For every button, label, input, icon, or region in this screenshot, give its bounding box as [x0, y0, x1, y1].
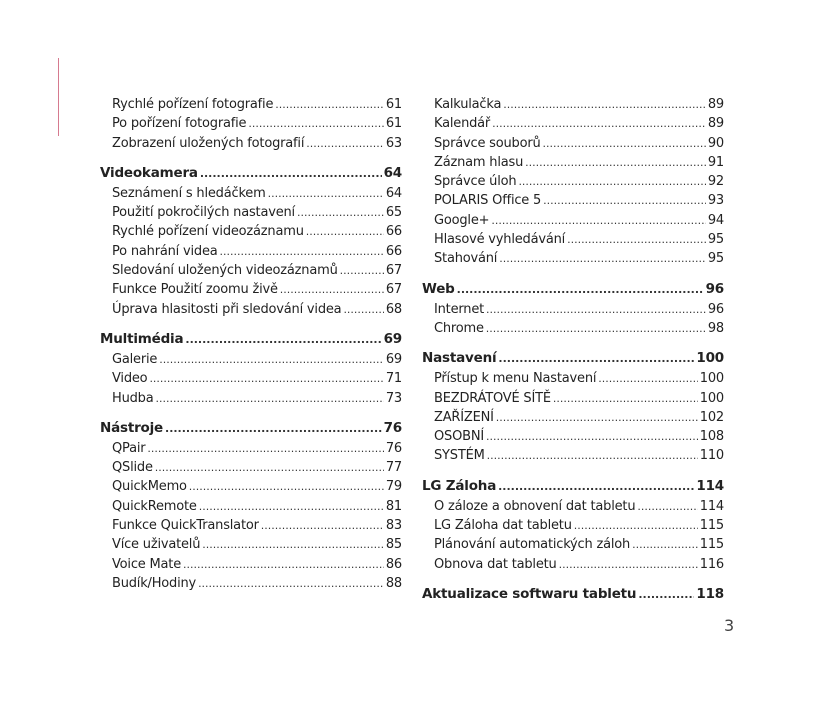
toc-entry-title: Po pořízení fotografie	[112, 116, 247, 132]
toc-page-number: 96	[705, 280, 724, 297]
toc-entry[interactable]	[422, 497, 724, 516]
toc-entry-title: O záloze a obnovení dat tabletu	[434, 498, 636, 514]
toc-entry-title: Video	[112, 371, 148, 387]
toc-entry-title: Hudba	[112, 390, 154, 406]
toc-section-heading[interactable]	[422, 584, 724, 605]
toc-entry[interactable]	[100, 574, 402, 593]
toc-entry[interactable]	[100, 95, 402, 114]
toc-page-number: 100	[696, 350, 724, 367]
toc-entry-title: BEZDRÁTOVÉ SÍTĚ	[434, 390, 551, 406]
toc-entry-title: Budík/Hodiny	[112, 575, 197, 591]
section-gap	[422, 466, 724, 476]
section-gap	[422, 338, 724, 348]
toc-entry[interactable]	[100, 242, 402, 261]
toc-entry-title: QuickRemote	[112, 498, 197, 514]
toc-entry-title: QSlide	[112, 460, 153, 476]
toc-dot-leader	[543, 134, 706, 153]
toc-page-number: 86	[385, 556, 402, 572]
toc-page-number: 76	[383, 419, 402, 436]
toc-dot-leader	[496, 408, 698, 427]
toc-entry-title: Po nahrání videa	[112, 243, 218, 259]
toc-dot-leader	[202, 535, 384, 554]
toc-dot-leader	[486, 427, 698, 446]
toc-dot-leader	[198, 574, 384, 593]
toc-page-number: 73	[385, 390, 402, 406]
toc-dot-leader	[498, 477, 694, 497]
toc-dot-leader	[199, 497, 384, 516]
toc-entry-title: Seznámení s hledáčkem	[112, 185, 266, 201]
toc-entry-title: Funkce QuickTranslator	[112, 518, 259, 534]
toc-entry-title: Google+	[434, 212, 490, 228]
toc-entry-title: QPair	[112, 440, 146, 456]
toc-dot-leader	[543, 191, 706, 210]
toc-page-number: 69	[385, 351, 402, 367]
toc-entry-title: Zobrazení uložených fotografií	[112, 135, 305, 151]
toc-entry-title: Plánování automatických záloh	[434, 537, 631, 553]
toc-page-number: 64	[383, 164, 402, 181]
section-gap	[422, 574, 724, 584]
toc-dot-leader	[189, 477, 384, 496]
toc-page-number: 66	[385, 243, 402, 259]
toc-page-number: 96	[707, 301, 724, 317]
toc-dot-leader	[486, 300, 706, 319]
toc-page-number: 93	[707, 193, 724, 209]
toc-entry-title: Rychlé pořízení fotografie	[112, 97, 274, 112]
margin-accent-line	[58, 58, 59, 136]
toc-page-number: 114	[696, 477, 724, 494]
toc-page-number: 102	[699, 409, 724, 425]
toc-page-number: 79	[385, 479, 402, 495]
toc-dot-leader	[261, 516, 384, 535]
toc-dot-leader	[503, 95, 706, 114]
toc-entry[interactable]	[100, 261, 402, 280]
toc-section-heading[interactable]	[100, 418, 402, 439]
toc-section-heading[interactable]	[422, 279, 724, 300]
toc-page-number: 110	[699, 448, 724, 464]
toc-page-number: 100	[699, 371, 724, 387]
toc-section-heading[interactable]	[100, 329, 402, 350]
toc-left-column	[100, 95, 402, 593]
toc-dot-leader	[185, 330, 381, 350]
toc-entry-title: Přístup k menu Nastavení	[434, 371, 597, 387]
toc-dot-leader	[306, 134, 384, 153]
toc-page-number: 90	[707, 135, 724, 151]
toc-entry-title: Rychlé pořízení videozáznamu	[112, 224, 304, 240]
toc-entry-title: Chrome	[434, 320, 484, 336]
toc-entry-title: OSOBNÍ	[434, 429, 484, 445]
toc-page-number: 92	[707, 174, 724, 190]
toc-page-number: 63	[385, 135, 402, 151]
toc-entry[interactable]	[422, 369, 724, 388]
toc-entry-title: POLARIS Office 5	[434, 193, 542, 209]
toc-entry[interactable]	[100, 477, 402, 496]
toc-entry[interactable]	[422, 427, 724, 446]
toc-dot-leader	[598, 369, 698, 388]
toc-page-number: 100	[699, 390, 724, 406]
toc-page-number: 94	[707, 212, 724, 228]
toc-entry[interactable]	[422, 408, 724, 427]
toc-dot-leader	[457, 280, 704, 300]
toc-page-number: 77	[385, 460, 402, 476]
toc-entry[interactable]	[422, 446, 724, 465]
toc-entry-title: Použití pokročilých nastavení	[112, 205, 295, 221]
toc-page-number: 68	[385, 301, 402, 317]
toc-entry-title: Záznam hlasu	[434, 154, 524, 170]
toc-dot-leader	[492, 114, 706, 133]
toc-entry[interactable]	[100, 203, 402, 222]
toc-entry[interactable]	[422, 134, 724, 153]
toc-section-heading[interactable]	[422, 476, 724, 497]
toc-dot-leader	[638, 585, 694, 605]
toc-dot-leader	[165, 419, 382, 439]
toc-page-number: 115	[699, 518, 724, 534]
toc-right-column	[422, 95, 724, 605]
toc-entry[interactable]	[422, 114, 724, 133]
toc-dot-leader	[567, 230, 706, 249]
toc-dot-leader	[268, 184, 384, 203]
toc-dot-leader	[498, 349, 694, 369]
toc-entry[interactable]	[422, 211, 724, 230]
toc-dot-leader	[340, 261, 384, 280]
toc-dot-leader	[156, 389, 384, 408]
toc-dot-leader	[486, 319, 706, 338]
toc-page-number: 89	[707, 116, 724, 132]
page-number: 3	[724, 616, 735, 635]
toc-entry[interactable]	[100, 114, 402, 133]
toc-page-number: 118	[696, 585, 724, 602]
toc-entry[interactable]	[100, 497, 402, 516]
toc-dot-leader	[200, 164, 382, 184]
toc-entry-title: Hlasové vyhledávání	[434, 232, 566, 248]
toc-entry-title: Úprava hlasitosti při sledování videa	[112, 301, 342, 317]
toc-dot-leader	[280, 280, 384, 299]
toc-entry-title: Nástroje	[100, 419, 164, 436]
toc-page-number: 64	[385, 185, 402, 201]
toc-dot-leader	[637, 497, 697, 516]
toc-entry-title: Multimédia	[100, 330, 184, 347]
toc-page-number: 89	[707, 97, 724, 112]
toc-page-number: 95	[707, 251, 724, 267]
toc-entry[interactable]	[100, 222, 402, 241]
toc-page-number: 69	[383, 330, 402, 347]
toc-entry-title: Správce souborů	[434, 135, 541, 151]
toc-page-number: 95	[707, 232, 724, 248]
toc-entry[interactable]	[100, 300, 402, 319]
toc-entry-title: Kalkulačka	[434, 97, 502, 112]
toc-entry[interactable]	[100, 458, 402, 477]
toc-entry-title: QuickMemo	[112, 479, 187, 495]
toc-page-number: 116	[699, 556, 724, 572]
toc-entry-title: Web	[422, 280, 455, 297]
toc-page-number: 65	[385, 205, 402, 221]
toc-page-number: 67	[385, 282, 402, 298]
toc-entry[interactable]	[422, 172, 724, 191]
toc-entry-title: ZAŘÍZENÍ	[434, 409, 494, 425]
toc-entry[interactable]	[422, 555, 724, 574]
toc-entry[interactable]	[422, 535, 724, 554]
toc-entry[interactable]	[100, 555, 402, 574]
toc-dot-leader	[149, 369, 383, 388]
toc-page-number: 67	[385, 263, 402, 279]
toc-page-number: 61	[385, 97, 402, 112]
toc-page-number: 61	[385, 116, 402, 132]
toc-page-number: 114	[699, 498, 724, 514]
toc-dot-leader	[499, 249, 706, 268]
toc-entry-title: Voice Mate	[112, 556, 182, 572]
section-gap	[100, 408, 402, 418]
toc-entry[interactable]	[100, 535, 402, 554]
toc-dot-leader	[525, 153, 706, 172]
toc-entry-title: Nastavení	[422, 350, 497, 367]
toc-entry-title: Správce úloh	[434, 174, 517, 190]
toc-page-number: 88	[385, 575, 402, 591]
toc-entry[interactable]	[422, 95, 724, 114]
toc-page-number: 83	[385, 518, 402, 534]
toc-entry-title: Aktualizace softwaru tabletu	[422, 585, 637, 602]
toc-dot-leader	[155, 458, 384, 477]
toc-entry-title: Funkce Použití zoomu živě	[112, 282, 278, 298]
toc-entry[interactable]	[100, 516, 402, 535]
toc-entry[interactable]	[422, 319, 724, 338]
toc-section-heading[interactable]	[422, 348, 724, 369]
toc-page-number: 66	[385, 224, 402, 240]
section-gap	[100, 153, 402, 163]
toc-dot-leader	[559, 555, 698, 574]
section-gap	[100, 319, 402, 329]
toc-entry[interactable]	[422, 300, 724, 319]
toc-entry-title: Videokamera	[100, 164, 198, 181]
toc-entry-title: Stahování	[434, 251, 498, 267]
toc-entry[interactable]	[100, 439, 402, 458]
toc-entry[interactable]	[100, 389, 402, 408]
toc-entry[interactable]	[100, 369, 402, 388]
toc-page-number: 91	[707, 154, 724, 170]
toc-dot-leader	[632, 535, 698, 554]
toc-dot-leader	[147, 439, 383, 458]
toc-page-number: 81	[385, 498, 402, 514]
toc-dot-leader	[574, 516, 698, 535]
toc-dot-leader	[518, 172, 705, 191]
toc-entry[interactable]	[100, 134, 402, 153]
toc-dot-leader	[275, 95, 384, 114]
toc-entry-title: Galerie	[112, 351, 158, 367]
toc-dot-leader	[487, 446, 698, 465]
toc-entry[interactable]	[422, 191, 724, 210]
toc-entry[interactable]	[100, 350, 402, 369]
toc-entry-title: Internet	[434, 301, 485, 317]
toc-entry[interactable]	[422, 230, 724, 249]
toc-entry-title: Více uživatelů	[112, 537, 201, 553]
toc-entry-title: Kalendář	[434, 116, 491, 132]
toc-entry[interactable]	[422, 153, 724, 172]
toc-dot-leader	[343, 300, 383, 319]
toc-entry[interactable]	[422, 516, 724, 535]
toc-entry-title: Obnova dat tabletu	[434, 556, 557, 572]
toc-entry[interactable]	[422, 249, 724, 268]
toc-entry-title: Sledování uložených videozáznamů	[112, 263, 338, 279]
toc-page-number: 98	[707, 320, 724, 336]
toc-entry-title: LG Záloha dat tabletu	[434, 518, 572, 534]
toc-entry[interactable]	[100, 184, 402, 203]
toc-page-number: 108	[699, 429, 724, 445]
toc-dot-leader	[183, 555, 384, 574]
toc-page-number: 71	[385, 371, 402, 387]
toc-entry[interactable]	[422, 389, 724, 408]
toc-dot-leader	[297, 203, 384, 222]
toc-dot-leader	[248, 114, 383, 133]
toc-entry-title: LG Záloha	[422, 477, 497, 494]
toc-entry[interactable]	[100, 280, 402, 299]
toc-page-number: 76	[385, 440, 402, 456]
toc-entry-title: SYSTÉM	[434, 448, 485, 464]
toc-section-heading[interactable]	[100, 163, 402, 184]
toc-dot-leader	[491, 211, 706, 230]
toc-dot-leader	[220, 242, 384, 261]
section-gap	[422, 269, 724, 279]
toc-dot-leader	[553, 389, 698, 408]
toc-dot-leader	[159, 350, 384, 369]
toc-page-number: 85	[385, 537, 402, 553]
toc-dot-leader	[306, 222, 384, 241]
toc-page-number: 115	[699, 537, 724, 553]
